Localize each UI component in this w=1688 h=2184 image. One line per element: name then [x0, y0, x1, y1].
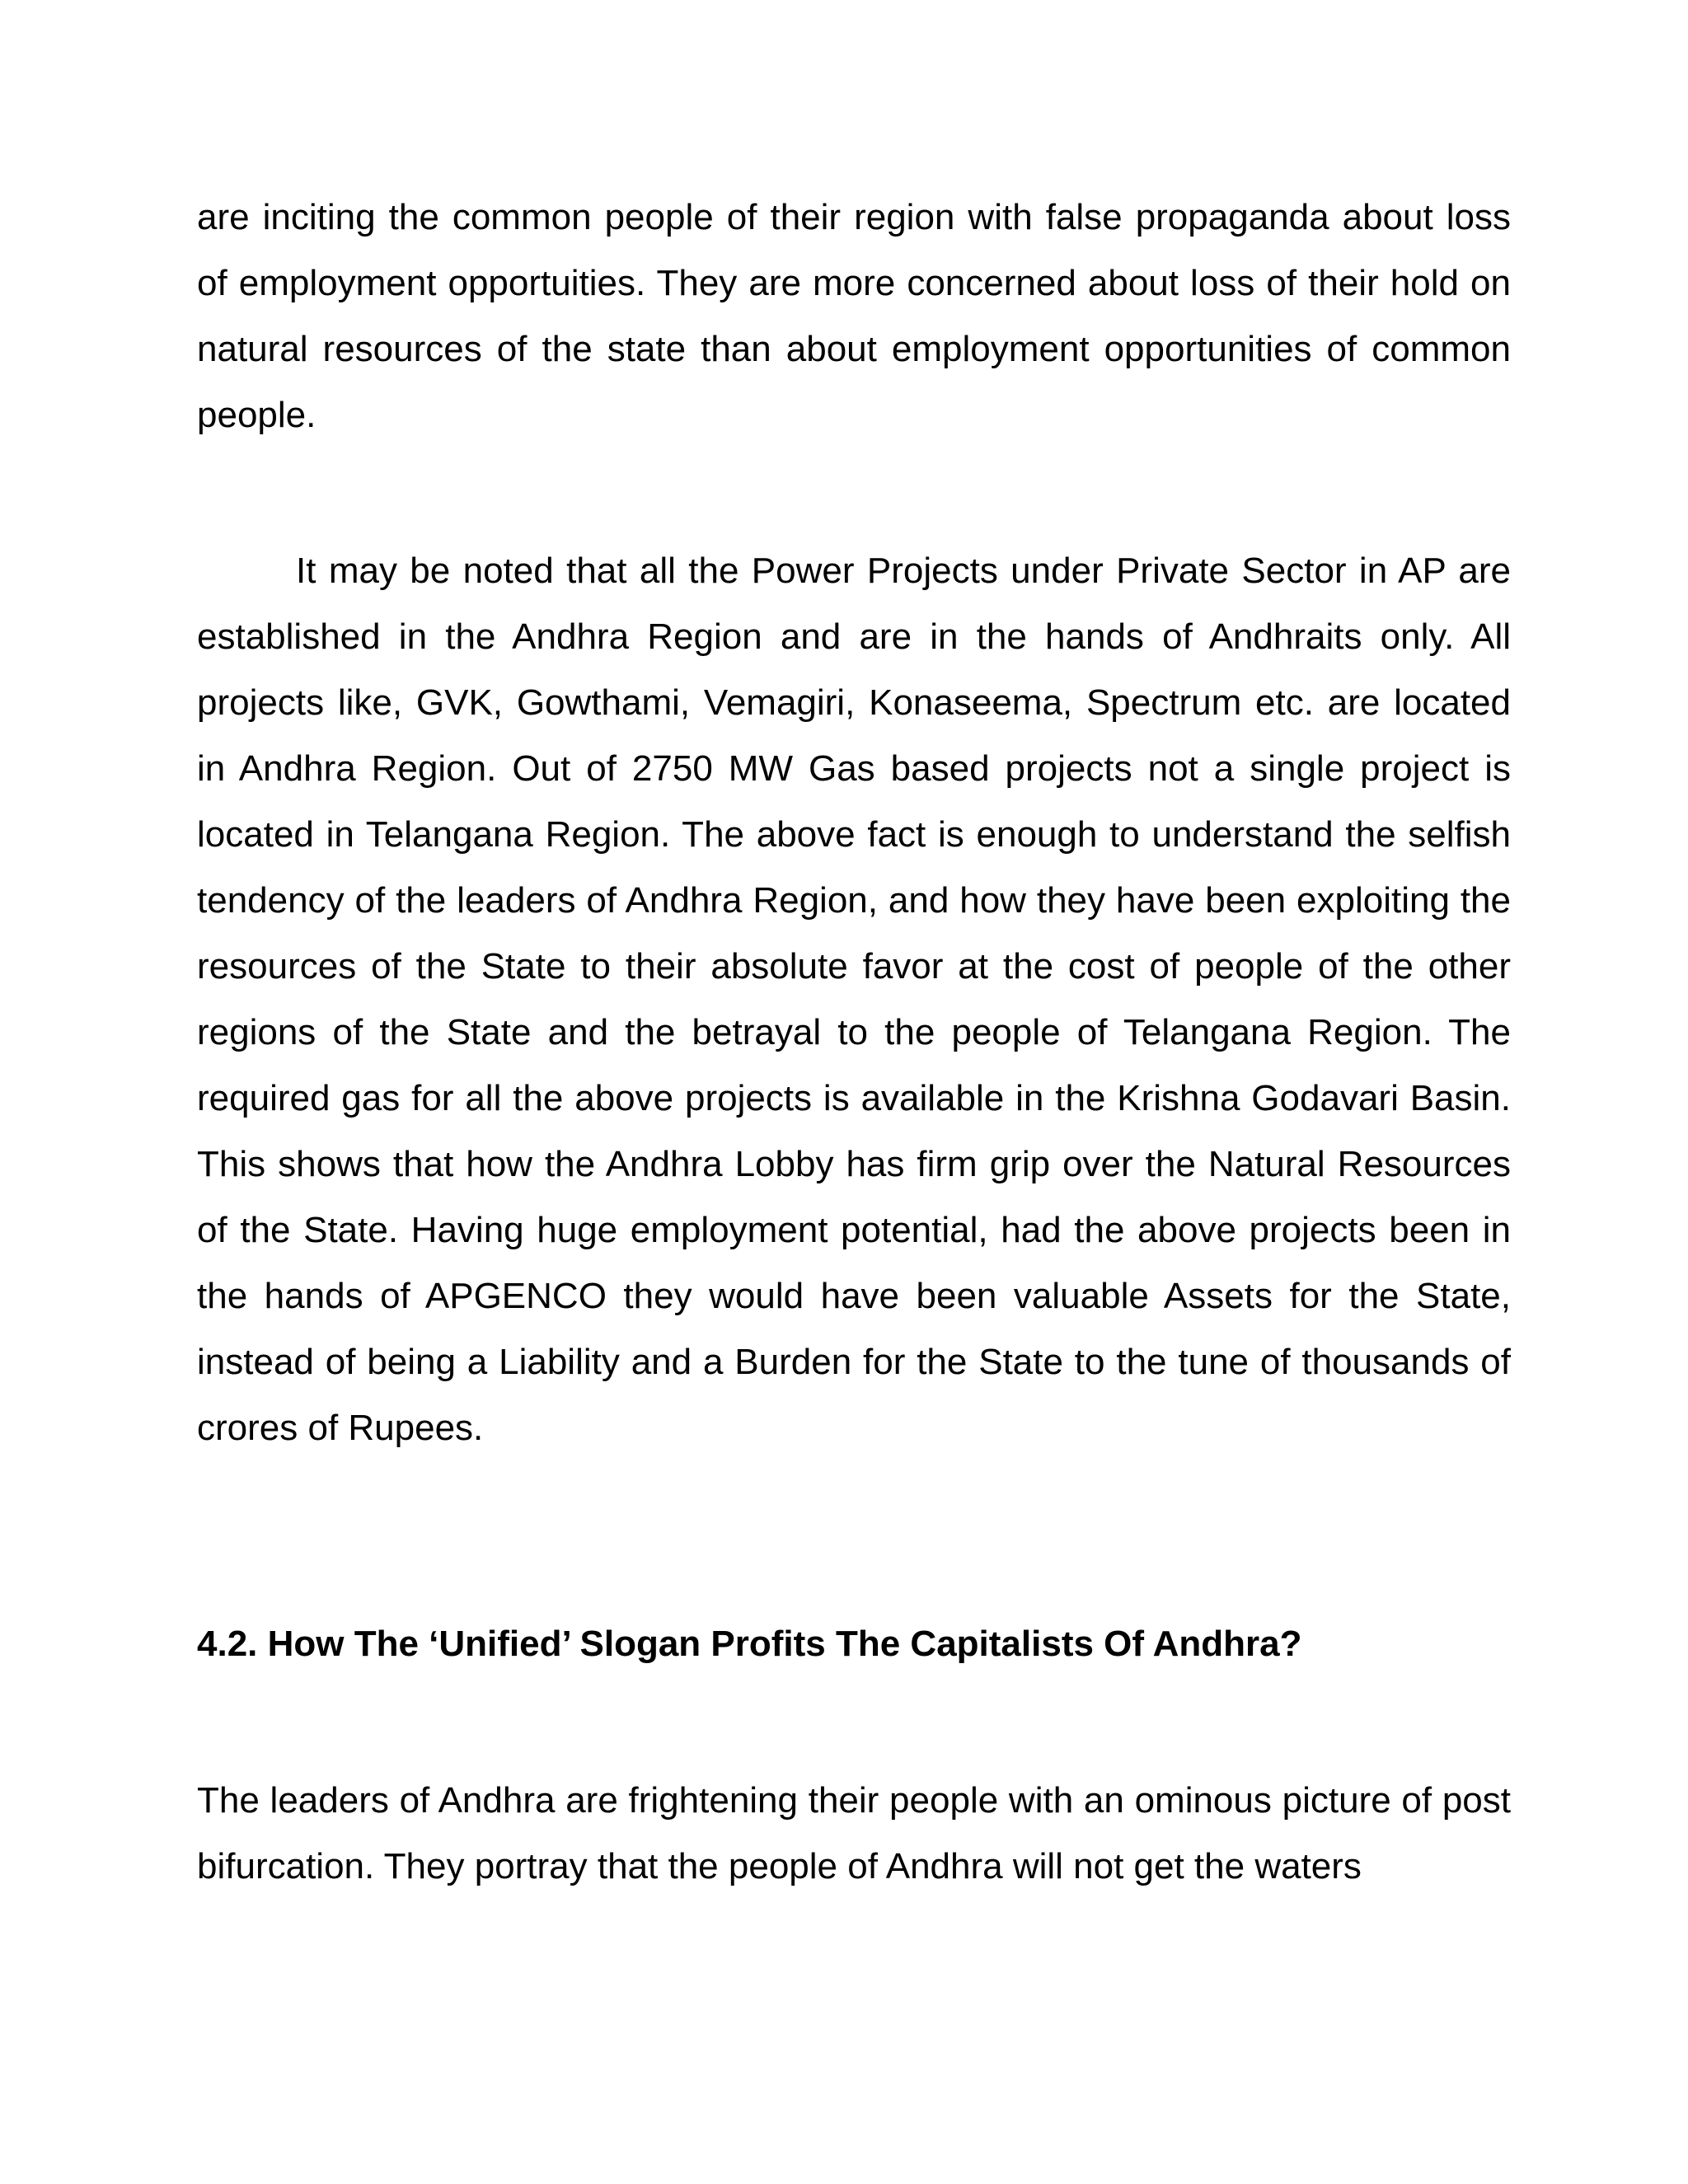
- paragraph-continued: are inciting the common people of their region with false propaganda about loss of employment opportuities. They are more concerned about loss of their hold on natural resources of the state than about employment opportunities of common people.: [197, 197, 1511, 435]
- section-heading: 4.2. How The ‘Unified’ Slogan Profits The Capitalists Of Andhra?: [197, 1624, 1302, 1664]
- paragraph-leaders-of-andhra: The leaders of Andhra are frightening their people with an ominous picture of post bifurcation. They portray that the people of Andhra will not get the waters: [197, 1780, 1511, 1886]
- paragraph-power-projects: It may be noted that all the Power Projects under Private Sector in AP are established in the Andhra Region and are in the hands of Andhraits only. All projects like, GVK, Gowthami, Vemagiri, Konaseema, Spectrum etc. are located in Andhra Region. Out of 2750 MW Gas based projects not a single project is located in Telangana Region. The above fact is enough to understand the selfish tendency of the leaders of Andhra Region, and how they have been exploiting the resources of the State to their absolute favor at the cost of people of the other regions of the State and the betrayal to the people of Telangana Region. The required gas for all the above projects is available in the Krishna Godavari Basin. This shows that how the Andhra Lobby has firm grip over the Natural Resources of the State. Having huge employment potential, had the above projects been in the hands of APGENCO they would have been valuable Assets for the State, instead of being a Liability and a Burden for the State to the tune of thousands of crores of Rupees.: [197, 551, 1511, 1448]
